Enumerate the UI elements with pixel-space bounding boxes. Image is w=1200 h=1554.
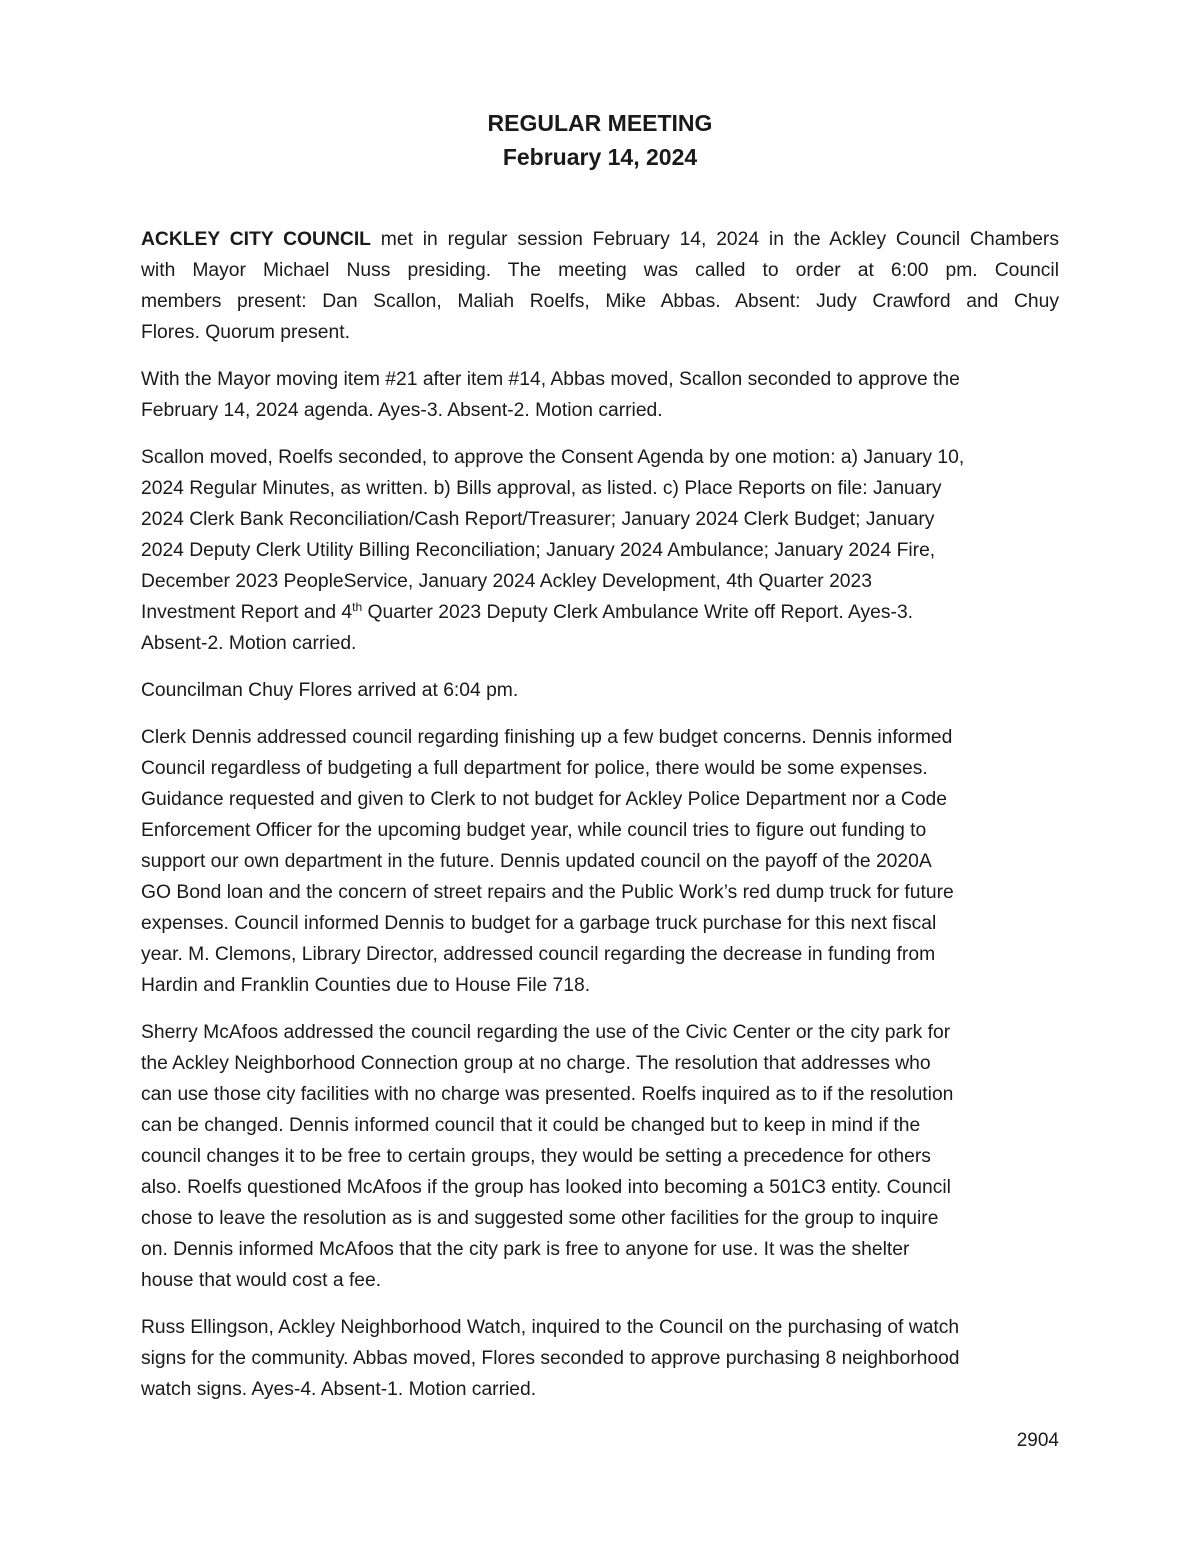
paragraph-civic-center: Sherry McAfoos addressed the council regarding the use of the Civic Center or the city park for the Ackley Neighborhood Connection group at no charge. The resolution that addresses who can use those city facilities with no charge was presented. Roelfs inquired as to if the resolution can be changed. Dennis informed council that it could be changed but to keep in mind if the council changes it to be free to certain groups, they would be setting a precedence for others also. Roelfs questioned McAfoos if the group has looked into becoming a 501C3 entity. Council chose to leave the resolution as is and suggested some other facilities for the group to inquire on. Dennis informed McAfoos that the city park is free to anyone for use. It was the shelter house that would cost a fee. — [141, 1022, 954, 1291]
council-name: ACKLEY CITY COUNCIL — [141, 229, 371, 250]
paragraph-call-to-order: ACKLEY CITY COUNCIL met in regular session February 14, 2024 in the Ackley Council Chambers with Mayor Michael Nuss presiding. The meeting was called to order at 6:00 pm. Council members present: Dan Scallon, Maliah Roelfs, Mike Abbas. Absent: Judy Crawford and Chuy Flores. Quorum present. — [141, 229, 1059, 343]
paragraph-budget: Clerk Dennis addressed council regarding finishing up a few budget concerns. Dennis informed Council regardless of budgeting a full department for police, there would be some expenses. Guidance requested and given to Clerk to not budget for Ackley Police Department nor a Code Enforcement Officer for the upcoming budget year, while council tries to figure out funding to support our own department in the future. Dennis updated council on the payoff of the 2020A GO Bond loan and the concern of street repairs and the Public Work’s red dump truck for future expenses. Council informed Dennis to budget for a garbage truck purchase for this next fiscal year. M. Clemons, Library Director, addressed council regarding the decrease in funding from Hardin and Franklin Counties due to House File 718. — [141, 727, 954, 996]
paragraph-arrival: Councilman Chuy Flores arrived at 6:04 pm. — [141, 680, 519, 701]
paragraph-consent-agenda: Scallon moved, Roelfs seconded, to approve the Consent Agenda by one motion: a) January 10, 2024 Regular Minutes, as written. b) Bills approval, as listed. c) Place Reports on file: January 2024 Clerk Bank Reconciliation/Cash Report/Treasurer; January 2024 Clerk Budget; January 2024 Deputy Clerk Utility Billing Reconciliation; January 2024 Ambulance; January 2024 Fire, December 2023 PeopleService, January 2024 Ackley Development, 4th Quarter 2023 Investment Report and 4th Quarter 2023 Deputy Clerk Ambulance Write off Report. Ayes-3. Absent-2. Motion carried. — [141, 447, 965, 654]
document-header — [0, 106, 1200, 174]
minutes-body — [141, 224, 1059, 1421]
paragraph-agenda: With the Mayor moving item #21 after item #14, Abbas moved, Scallon seconded to approve the February 14, 2024 agenda. Ayes-3. Absent-2. Motion carried. — [141, 369, 960, 421]
paragraph-neighborhood-watch: Russ Ellingson, Ackley Neighborhood Watch, inquired to the Council on the purchasing of watch signs for the community. Abbas moved, Flores seconded to approve purchasing 8 neighborhood watch signs. Ayes-4. Absent-1. Motion carried. — [141, 1317, 960, 1400]
document-title: REGULAR MEETING — [487, 110, 713, 136]
page-number: 2904 — [1016, 1430, 1059, 1451]
meeting-date: February 14, 2024 — [502, 144, 698, 170]
